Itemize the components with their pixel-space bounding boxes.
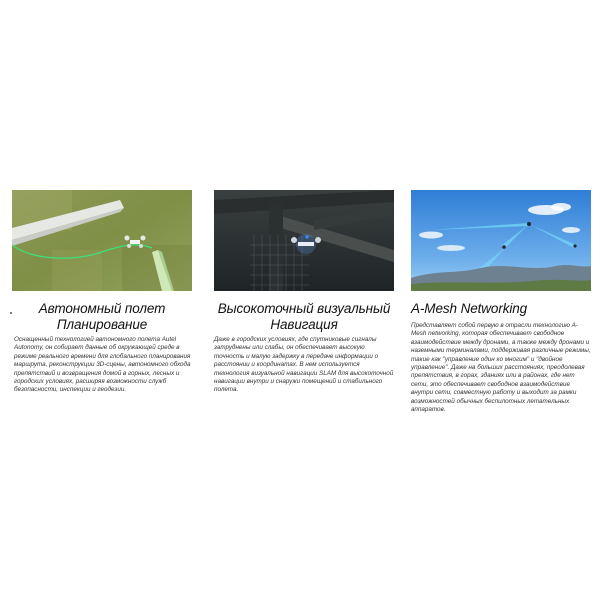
feature-image-visual-navigation	[214, 190, 394, 291]
structure-drone-picture	[214, 190, 394, 291]
feature-image-autonomous-flight	[12, 190, 192, 291]
feature-visual-navigation	[214, 190, 394, 395]
feature-title: Высокоточный визуальный Навигация	[217, 301, 391, 332]
feature-autonomous-flight	[12, 190, 192, 395]
feature-title: A-Mesh Networking	[411, 301, 528, 316]
feature-title: Автономный полет Планирование	[38, 301, 166, 332]
sky-mesh-drones-picture	[411, 190, 591, 291]
feature-description: Даже в городских условиях, где спутниковые сигналы затруднены или слабы, он обеспечивает высокую точность и малую задержку в передаче информации о расстоянии и координатах. В нем используется технология визуальной навигации SLAM для высокоточной навигации внутри и снаружи помещений и стабильного полета.	[214, 336, 394, 394]
feature-image-mesh-networking	[411, 190, 591, 291]
grass-field-drone-picture	[12, 190, 192, 291]
feature-description: Представляет собой первую в отрасли технологию A-Mesh networking, которая обеспечивает свободное взаимодействие между дронами, а также между дронами и наземными терминалами, поддерживая различные режимы, такие как "управление один ко многим" и "двойное управление". Даже на больших расстояниях, преодолевая препятствия, в горах, зданиях или в районах, где нет сети, это обеспечивает свободное взаимодействие внутри сети, совместную работу и выходит за рамки возможностей обычных беспилотных летательных аппаратов.	[411, 322, 591, 414]
feature-mesh-networking	[411, 190, 591, 414]
feature-description: Оснащенный технологией автономного полета Autel Autonomy, он собирает данные об окружающей среде в режиме реального времени для глобального планирования маршрута, реконструкции 3D-сцены, автономного обхода препятствий и возвращения домой в горных, лесных и городских условиях, расширяя возможности служб безопасности, инспекции и геодезии.	[14, 336, 191, 394]
